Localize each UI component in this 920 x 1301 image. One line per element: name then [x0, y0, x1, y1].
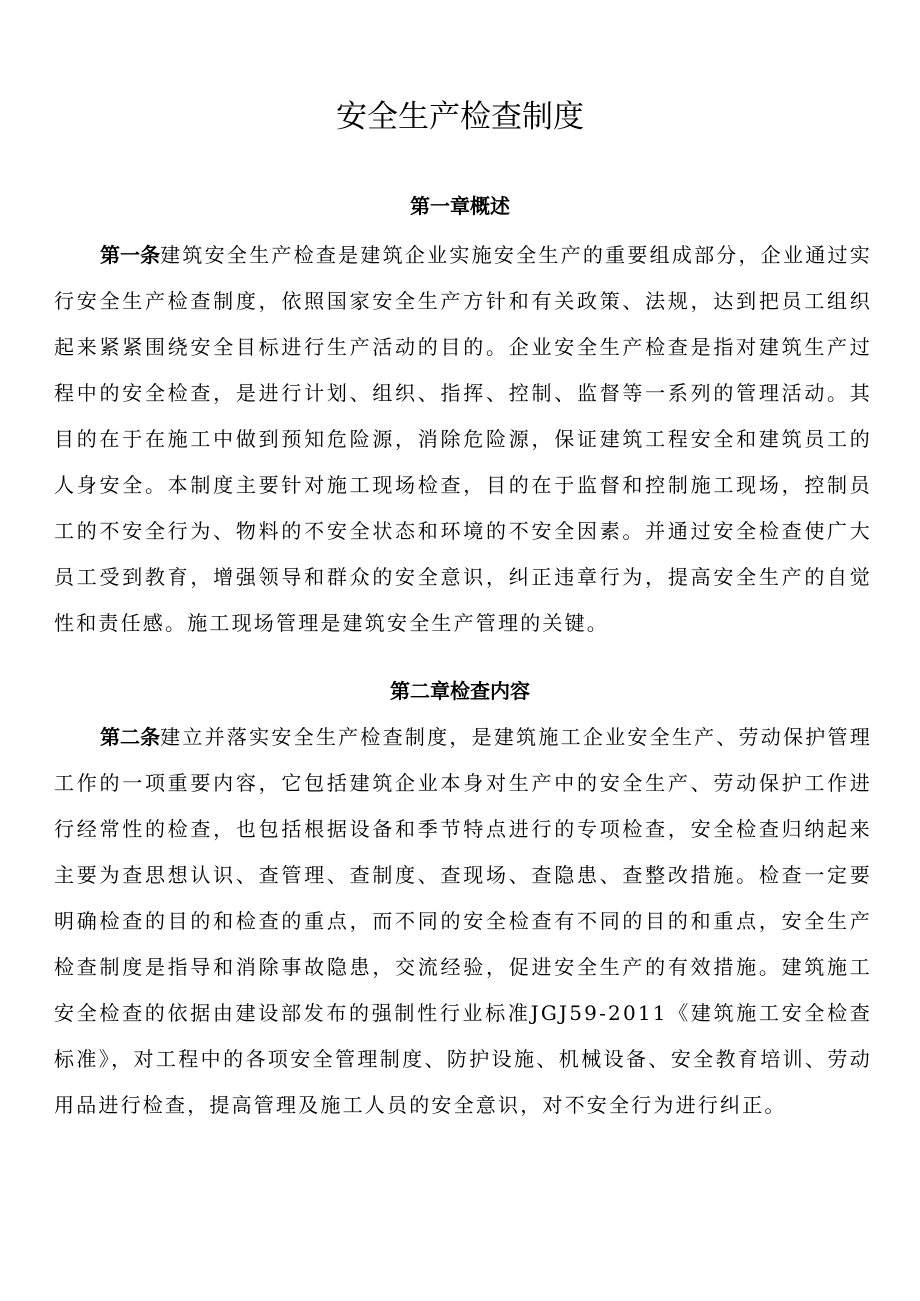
document-title: 安全生产检查制度: [336, 99, 584, 135]
article-label: 第一条: [100, 243, 161, 267]
article-paragraph: [54, 714, 872, 1128]
chapter-heading: 第二章检查内容: [390, 679, 530, 703]
chapter-heading: 第一章概述: [410, 194, 510, 218]
article-paragraph: [54, 232, 872, 646]
article-label: 第二条: [100, 725, 161, 749]
article-text: 建筑安全生产检查是建筑企业实施安全生产的重要组成部分，企业通过实行安全生产检查制度，依照国家安全生产方针和有关政策、法规，达到把员工组织起来紧紧围绕安全目标进行生产活动的目的。企业安全生产检查是指对建筑生产过程中的安全检查，是进行计划、组织、指挥、控制、监督等一系列的管理活动。其目的在于在施工中做到预知危险源，消除危险源，保证建筑工程安全和建筑员工的人身安全。本制度主要针对施工现场检查，目的在于监督和控制施工现场，控制员工的不安全行为、物料的不安全状态和环境的不安全因素。并通过安全检查使广大员工受到教育，增强领导和群众的安全意识，纠正违章行为，提高安全生产的自觉性和责任感。施工现场管理是建筑安全生产管理的关键。: [54, 243, 872, 635]
article-text: 建立并落实安全生产检查制度，是建筑施工企业安全生产、劳动保护管理工作的一项重要内容，它包括建筑企业本身对生产中的安全生产、劳动保护工作进行经常性的检查，也包括根据设备和季节特点进行的专项检查，安全检查归纳起来主要为查思想认识、查管理、查制度、查现场、查隐患、查整改措施。检查一定要明确检查的目的和检查的重点，而不同的安全检查有不同的目的和重点，安全生产检查制度是指导和消除事故隐患，交流经验，促进安全生产的有效措施。建筑施工安全检查的依据由建设部发布的强制性行业标准JGJ59-2011《建筑施工安全检查标准》，对工程中的各项安全管理制度、防护设施、机械设备、安全教育培训、劳动用品进行检查，提高管理及施工人员的安全意识，对不安全行为进行纠正。: [54, 725, 872, 1117]
